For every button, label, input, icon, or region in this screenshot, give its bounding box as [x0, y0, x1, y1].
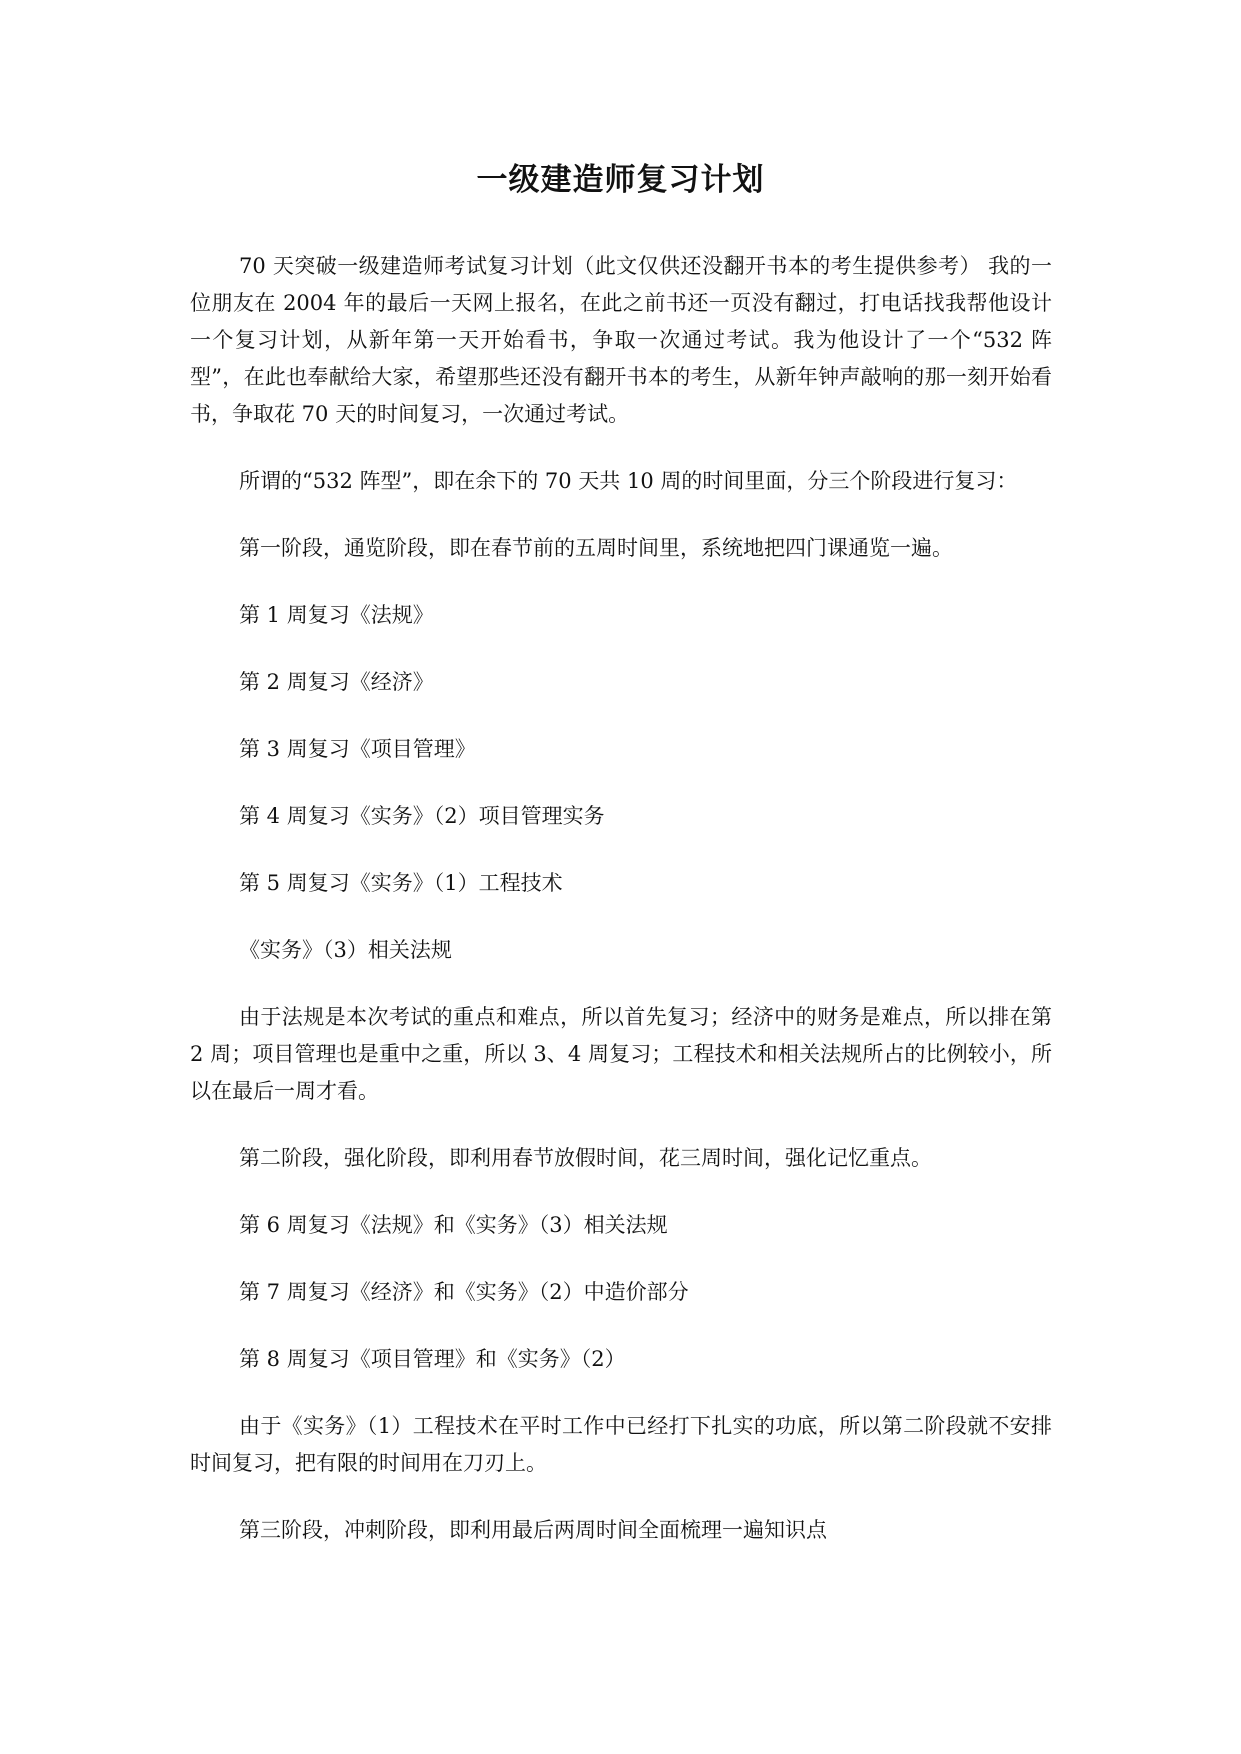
paragraph-532-definition: 所谓的“532 阵型”，即在余下的 70 天共 10 周的时间里面，分三个阶段进行复习： — [239, 469, 1018, 493]
schedule-item-week-1: 第 1 周复习《法规》 — [239, 603, 434, 627]
schedule-item-week-6: 第 6 周复习《法规》和《实务》（3）相关法规 — [239, 1213, 668, 1237]
schedule-item-week-3: 第 3 周复习《项目管理》 — [239, 737, 476, 761]
schedule-item-week-5: 第 5 周复习《实务》（1）工程技术 — [239, 871, 563, 895]
schedule-item-week-5-extra: 《实务》（3）相关法规 — [239, 938, 452, 962]
paragraph-stage-2-rationale: 由于《实务》（1）工程技术在平时工作中已经打下扎实的功底，所以第二阶段就不安排时间复习，把有限的时间用在刀刃上。 — [190, 1414, 1052, 1475]
paragraph-stage-3: 第三阶段，冲刺阶段，即利用最后两周时间全面梳理一遍知识点 — [239, 1518, 827, 1542]
document-body — [190, 248, 1052, 1579]
schedule-item-week-8: 第 8 周复习《项目管理》和《实务》（2） — [239, 1347, 626, 1371]
schedule-item-week-4: 第 4 周复习《实务》（2）项目管理实务 — [239, 804, 605, 828]
paragraph-stage-1: 第一阶段，通览阶段，即在春节前的五周时间里，系统地把四门课通览一遍。 — [239, 536, 953, 560]
paragraph-intro: 70 天突破一级建造师考试复习计划（此文仅供还没翻开书本的考生提供参考） 我的一位朋友在 2004 年的最后一天网上报名，在此之前书还一页没有翻过，打电话找我帮他设计一个复习计划，从新年第一天开始看书，争取一次通过考试。我为他设计了一个“532 阵型”，在此也奉献给大家，希望那些还没有翻开书本的考生，从新年钟声敲响的那一刻开始看书，争取花 70 天的时间复习，一次通过考试。 — [190, 254, 1052, 426]
paragraph-stage-2: 第二阶段，强化阶段，即利用春节放假时间，花三周时间，强化记忆重点。 — [239, 1146, 932, 1170]
paragraph-stage-1-rationale: 由于法规是本次考试的重点和难点，所以首先复习；经济中的财务是难点，所以排在第 2 周；项目管理也是重中之重，所以 3、4 周复习；工程技术和相关法规所占的比例较小，所以在最后一周才看。 — [190, 1005, 1052, 1103]
schedule-item-week-7: 第 7 周复习《经济》和《实务》（2）中造价部分 — [239, 1280, 689, 1304]
document-title: 一级建造师复习计划 — [476, 162, 765, 198]
schedule-item-week-2: 第 2 周复习《经济》 — [239, 670, 434, 694]
